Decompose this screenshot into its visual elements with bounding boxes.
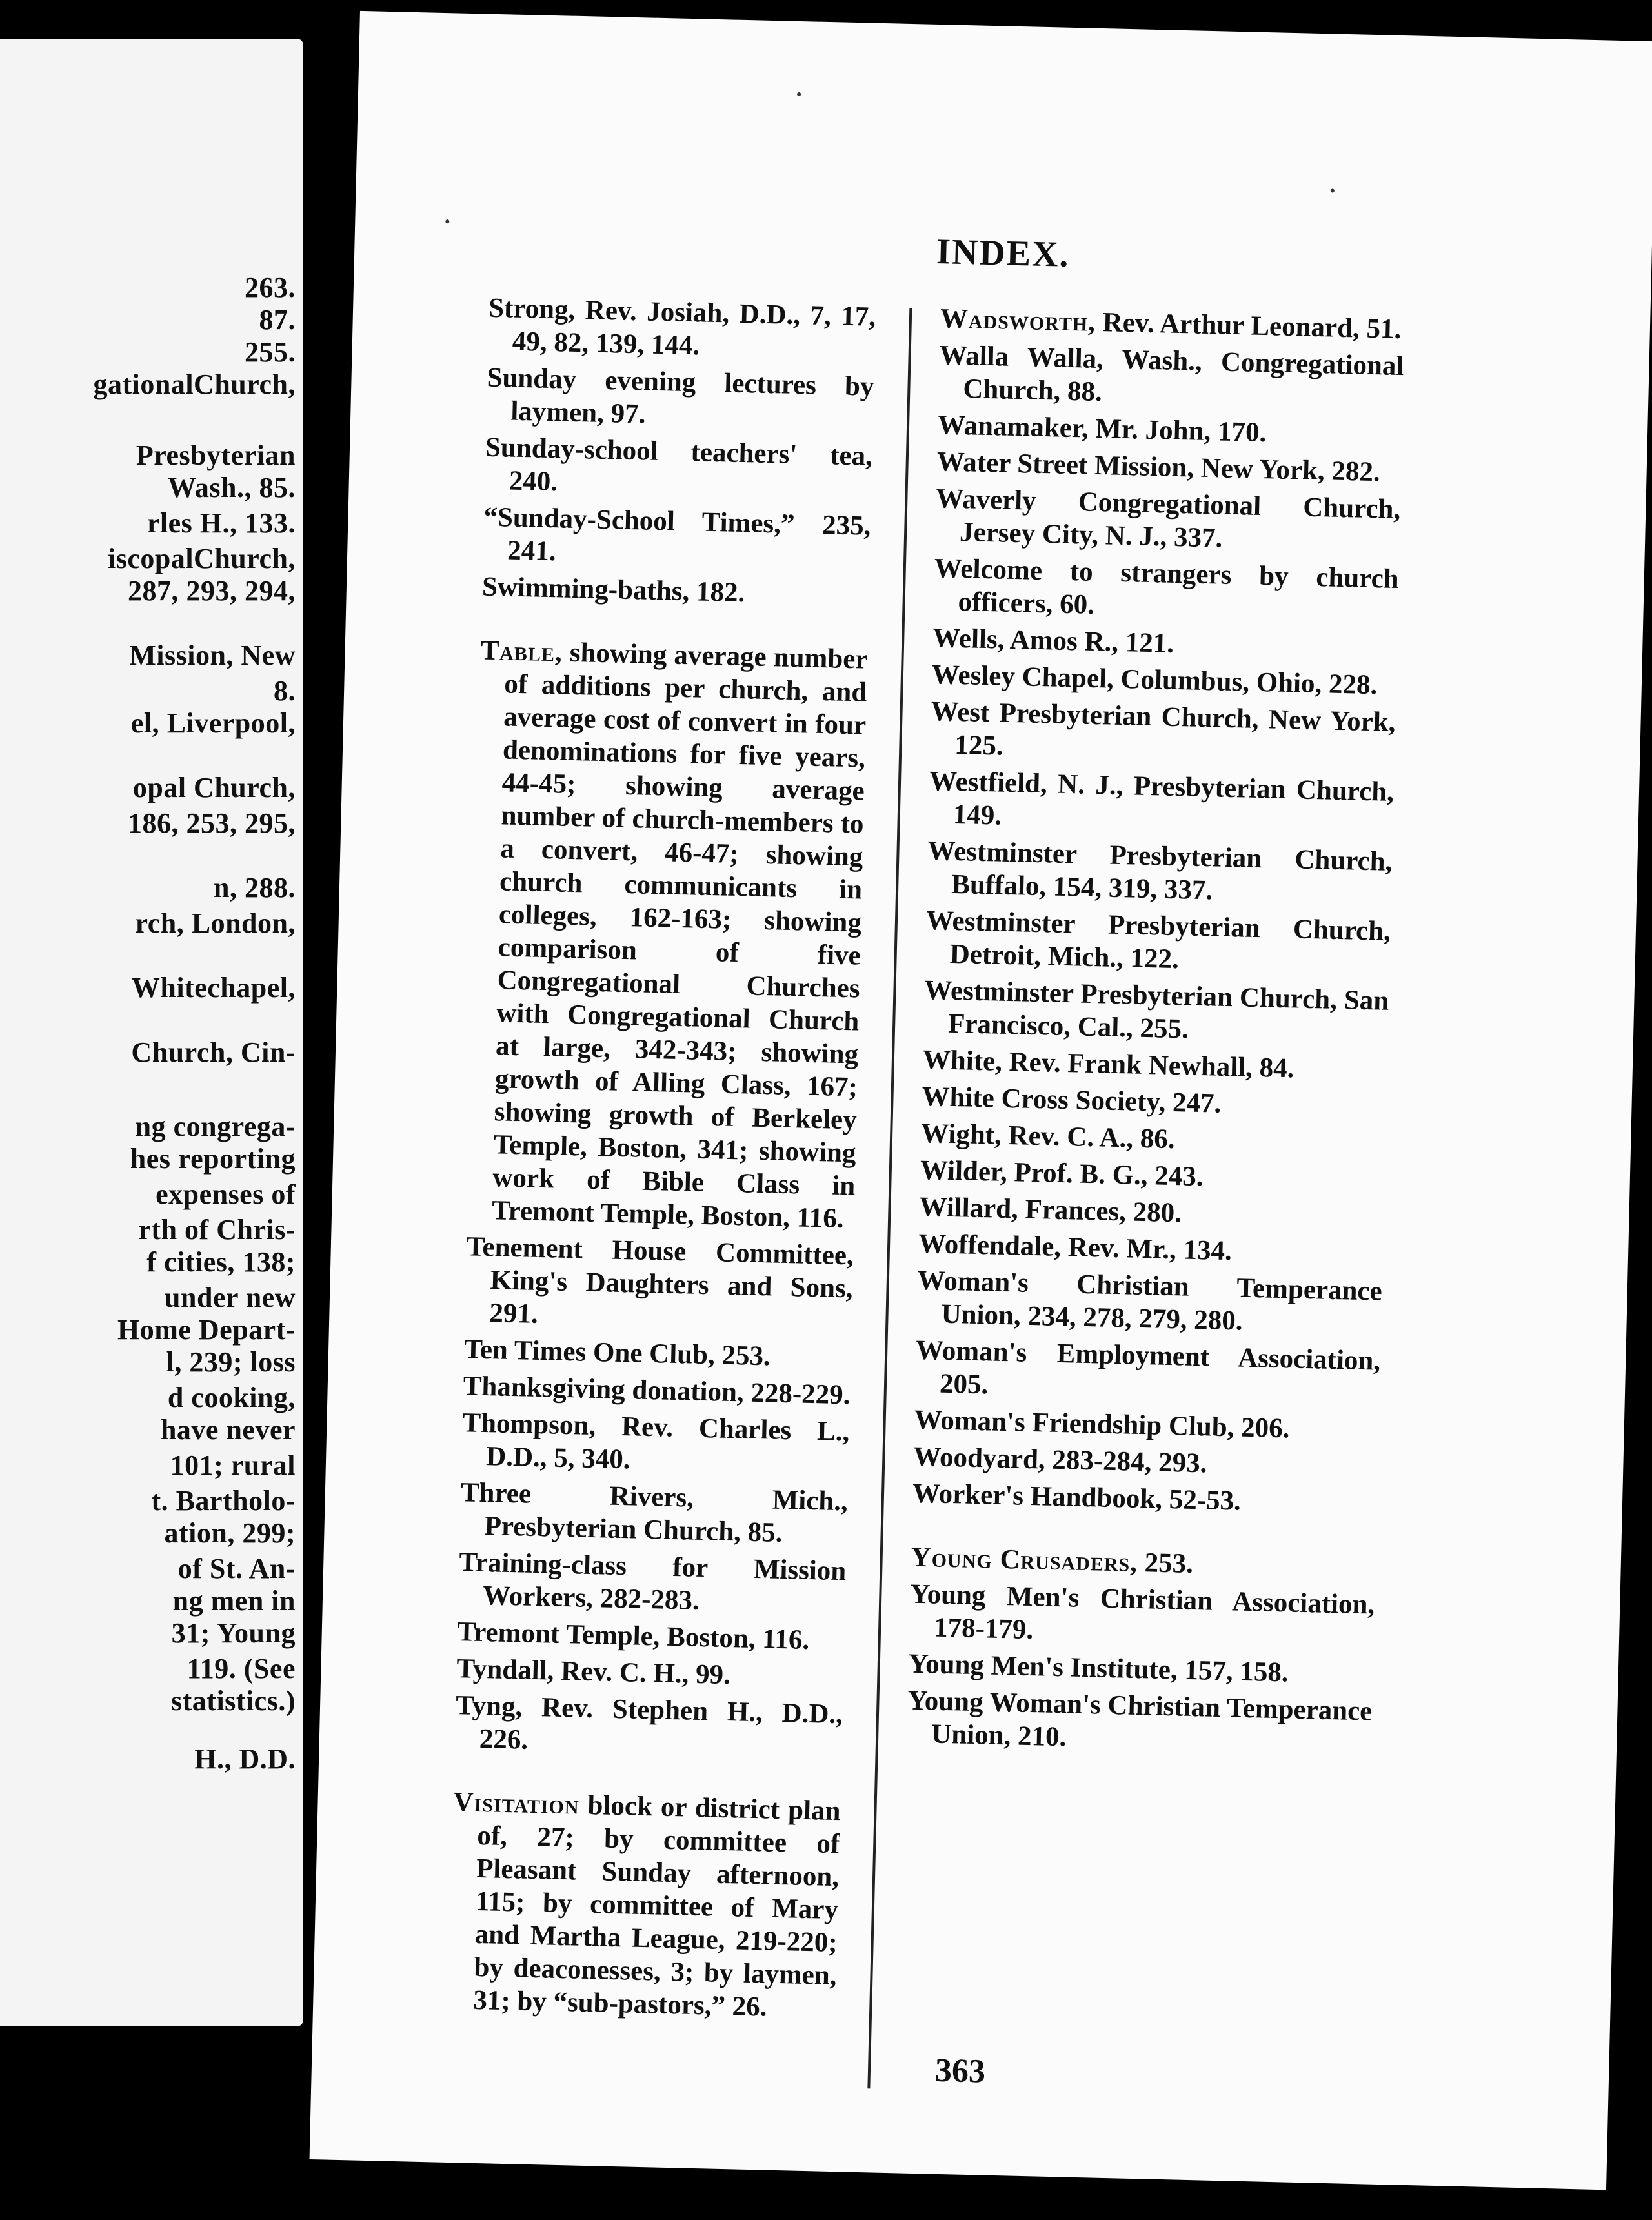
index-entry-text: Walla Walla, Wash., Congregational Church, 88. [939, 340, 1404, 408]
index-column-right [907, 302, 1405, 1764]
left-page-text-fragment: 87. [259, 304, 296, 336]
index-entry-text: Young Men's Christian Association, 178-179. [909, 1579, 1375, 1646]
index-entry [465, 1230, 854, 1338]
index-entry-text: Water Street Mission, New York, 282. [936, 447, 1381, 488]
index-entry [908, 1648, 1373, 1691]
index-entry [927, 834, 1393, 911]
index-entry [931, 658, 1396, 702]
print-speck [1331, 188, 1335, 192]
index-entry-text: Westminster Presbyterian Church, Detroit, Mich., 122. [925, 905, 1391, 975]
index-entry-text: Tremont Temple, Boston, 116. [457, 1617, 810, 1655]
index-entry [909, 1578, 1375, 1655]
index-entry [923, 974, 1389, 1051]
index-entry [458, 1546, 847, 1620]
left-page-text-fragment: iscopalChurch, [107, 543, 296, 574]
index-entry-text: Westminster Presbyterian Church, San Francisco, Cal., 255. [923, 974, 1389, 1045]
index-entry-text: Wesley Chapel, Columbus, Ohio, 228. [931, 660, 1378, 701]
index-entry-text: Wight, Rev. C. A., 86. [920, 1118, 1176, 1155]
index-entry-text: 253. [1137, 1547, 1194, 1579]
left-page-fragment [0, 39, 303, 2026]
index-entry-text: showing average number of additions per church, and average cost of convert in four denominations for five years, 44-45; showing average number of church-members to a convert, 46-47; showing church communicants in colleges, 162-163; showing comparison of five Congregational Churches with Congregational Church at large, 342-343; showing growth of Alling Class, 167; showing growth of Berkeley Temple, Boston, 341; showing work of Bible Class in Tremont Temple, Boston, 116. [491, 637, 869, 1235]
index-entry-text: Wanamaker, Mr. John, 170. [937, 410, 1267, 449]
left-page-text-fragment: 31; Young [171, 1617, 296, 1649]
index-entry-text: West Presbyterian Church, New York, 125. [931, 696, 1396, 762]
index-entry-text: Sunday-school teachers' tea, 240. [485, 432, 873, 498]
index-entry [920, 1154, 1385, 1198]
index-entry [915, 1334, 1381, 1411]
index-entry-text: Tyndall, Rev. C. H., 99. [456, 1653, 731, 1691]
left-page-text-fragment: 263. [245, 272, 296, 303]
index-entry-text: Strong, Rev. Josiah, D.D., 7, 17, 49, 82, 139, 144. [488, 292, 876, 361]
left-page-text-fragment: Presbyterian [136, 439, 296, 471]
left-page-text-fragment: rth of Chris- [138, 1214, 296, 1246]
left-page-text-fragment: ation, 299; [164, 1517, 296, 1549]
index-entry [919, 1191, 1384, 1235]
index-entry [918, 1227, 1384, 1271]
index-entry [454, 1689, 843, 1764]
index-entry [486, 361, 874, 436]
index-entry [922, 1044, 1387, 1087]
column-divider [867, 308, 912, 2088]
index-entry-text: Waverly Congregational Church, Jersey City, N. J., 337. [935, 483, 1401, 554]
left-page-text-fragment: l, 239; loss [166, 1346, 296, 1378]
index-entry-text: Woffendale, Rev. Mr., 134. [918, 1228, 1233, 1267]
left-page-text-fragment: 8. [274, 675, 296, 707]
index-entry-text: Woman's Employment Association, 205. [915, 1335, 1381, 1400]
left-page-text-fragment: el, Liverpool, [130, 707, 296, 739]
index-entry [459, 1476, 848, 1551]
left-page-text-fragment: 119. (See [186, 1653, 296, 1684]
index-entry [935, 482, 1401, 559]
left-page-text-fragment: under new [165, 1282, 296, 1313]
left-page-text-fragment: opal Church, [132, 772, 296, 803]
left-page-text-fragment: of St. An- [177, 1553, 296, 1584]
index-entry-text: Woodyard, 283-284, 293. [912, 1441, 1207, 1479]
index-entry-text: White Cross Society, 247. [922, 1081, 1222, 1119]
left-page-text-fragment: f cities, 138; [146, 1246, 296, 1278]
left-page-text-fragment: rles H., 133. [146, 507, 296, 539]
index-entry [448, 1786, 841, 2025]
index-entry-text: Swimming-baths, 182. [481, 571, 745, 609]
left-page-text-fragment: have never [160, 1414, 296, 1446]
index-entry-text: “Sunday-School Times,” 235, 241. [483, 501, 871, 567]
index-entry [938, 409, 1403, 452]
index-entry [936, 445, 1402, 489]
index-entry [464, 1333, 852, 1375]
index-entry [911, 1541, 1376, 1585]
index-entry-text: Tyng, Rev. Stephen H., D.D., 226. [455, 1690, 843, 1755]
index-entry-text: Wilder, Prof. B. G., 243. [920, 1155, 1204, 1193]
index-entry-text: Westfield, N. J., Presbyterian Church, 149. [929, 766, 1395, 831]
index-entry [467, 634, 868, 1236]
left-page-text-fragment: ng congrega- [135, 1111, 296, 1142]
index-entry-text: White, Rev. Frank Newhall, 84. [922, 1044, 1295, 1084]
index-entry [481, 570, 869, 612]
index-entry [938, 339, 1404, 416]
index-entry-text: Young Men's Institute, 157, 158. [908, 1648, 1289, 1688]
index-entry [457, 1615, 845, 1657]
index-entry [907, 1684, 1373, 1761]
page-number: 363 [934, 2052, 986, 2090]
left-page-text-fragment: 101; rural [170, 1449, 296, 1481]
index-entry-text: Rev. Arthur Leonard, 51. [1095, 307, 1402, 345]
index-entry [461, 1406, 850, 1481]
index-entry-text: Young Woman's Christian Temperance Union, 210. [907, 1685, 1373, 1753]
index-entry-text: Three Rivers, Mich., Presbyterian Church, 85. [460, 1477, 849, 1548]
left-page-text-fragment: ng men in [172, 1585, 296, 1617]
index-entry [483, 501, 871, 576]
left-page-text-fragment: Mission, New [129, 640, 296, 671]
index-entry-text: Wells, Amos R., 121. [932, 623, 1174, 659]
index-entry [925, 904, 1391, 981]
print-speck [797, 92, 801, 96]
left-page-text-fragment: rch, London, [135, 907, 296, 939]
index-entry [487, 292, 876, 367]
index-entry-text: Thanksgiving donation, 228-229. [463, 1371, 851, 1411]
index-entry-text: Worker's Handbook, 52-53. [912, 1478, 1242, 1517]
index-entry-text: Welcome to strangers by church officers, 60. [934, 553, 1400, 620]
index-column-left [448, 292, 876, 2029]
index-page [310, 11, 1652, 2190]
index-entry [484, 431, 872, 506]
index-entry [928, 765, 1394, 842]
index-entry [916, 1264, 1382, 1341]
index-entry-text: Sunday evening lectures by laymen, 97. [487, 362, 875, 430]
left-page-text-fragment: Church, Cin- [131, 1036, 296, 1068]
index-entry-text: Thompson, Rev. Charles L., D.D., 5, 340. [461, 1408, 850, 1475]
left-page-text-fragment: H., D.D. [194, 1743, 296, 1775]
left-page-text-fragment: 186, 253, 295, [128, 807, 296, 839]
left-page-text-fragment: Home Depart- [117, 1314, 296, 1346]
index-entry [912, 1477, 1377, 1521]
index-entry [930, 695, 1396, 772]
index-entry [921, 1117, 1386, 1161]
left-page-text-fragment: Whitechapel, [131, 972, 296, 1004]
left-page-text-fragment: 255. [245, 336, 296, 368]
left-page-text-fragment: hes reporting [130, 1143, 296, 1175]
left-page-text-fragment: Wash., 85. [167, 472, 296, 503]
index-entry [933, 552, 1399, 629]
index-entry-text: block or district plan of, 27; by committee of Pleasant Sunday afternoon, 115; by committee of Mary and Martha League, 219-220; by deaconesses, 3; by laymen, 31; by “sub-pastors,” 26. [472, 1790, 841, 2023]
running-head: INDEX. [936, 232, 1071, 275]
index-entry-text: Woman's Christian Temperance Union, 234, 278, 279, 280. [917, 1265, 1383, 1337]
index-letter-head: Visitation [453, 1787, 580, 1821]
index-entry-text: Training-class for Mission Workers, 282-283. [458, 1547, 847, 1616]
index-entry-text: Ten Times One Club, 253. [463, 1334, 771, 1372]
left-page-text-fragment: expenses of [156, 1178, 296, 1210]
index-entry [913, 1440, 1378, 1484]
index-entry-text: Tenement House Committee, King's Daughters and Sons, 291. [466, 1231, 854, 1329]
index-entry [940, 302, 1405, 346]
index-entry [922, 1080, 1387, 1124]
index-entry-text: Woman's Friendship Club, 206. [914, 1404, 1291, 1444]
left-page-text-fragment: t. Bartholo- [151, 1485, 296, 1517]
index-letter-head: Wadsworth, [940, 303, 1096, 338]
index-letter-head: Table, [480, 635, 563, 668]
index-letter-head: Young Crusaders, [911, 1542, 1138, 1578]
index-entry-text: Willard, Frances, 280. [918, 1191, 1182, 1229]
index-entry [463, 1369, 851, 1411]
index-entry-text: Westminster Presbyterian Church, Buffalo, 154, 319, 337. [927, 835, 1393, 906]
index-entry [456, 1652, 844, 1694]
left-page-text-fragment: 287, 293, 294, [128, 575, 296, 607]
left-page-text-fragment: gationalChurch, [93, 368, 296, 400]
left-page-text-fragment: n, 288. [214, 872, 296, 903]
index-entry [914, 1404, 1379, 1448]
left-page-text-fragment: statistics.) [171, 1685, 296, 1717]
index-entry [932, 621, 1398, 665]
left-page-text-fragment: d cooking, [167, 1382, 296, 1413]
